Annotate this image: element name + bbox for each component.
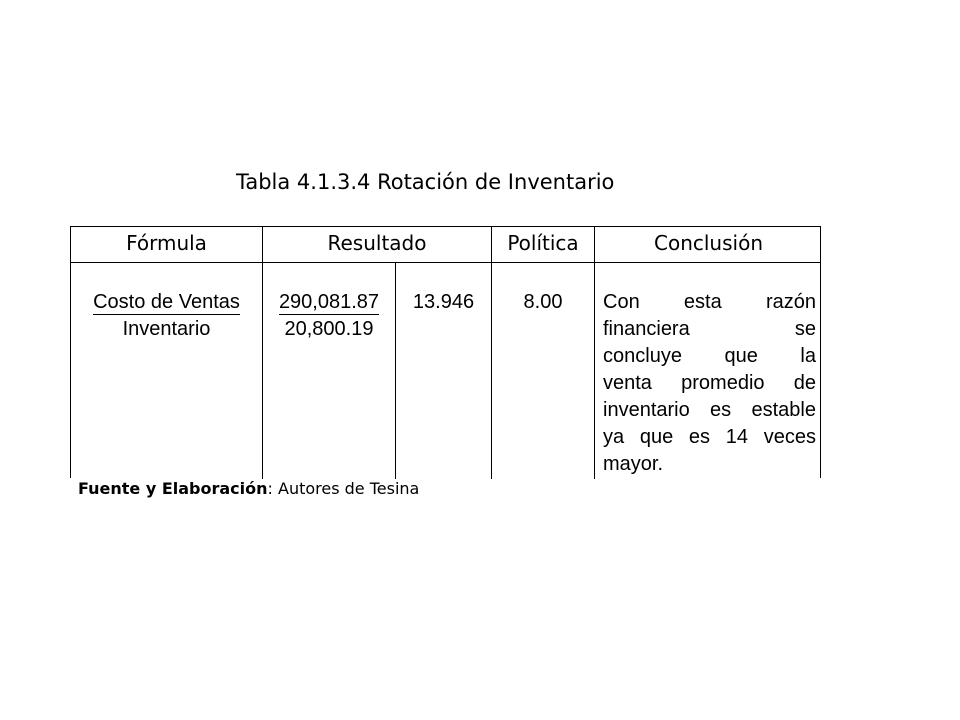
conclusion-line: financiera se xyxy=(603,318,816,340)
conclusion-line: inventario es estable xyxy=(603,399,816,421)
header-politica: Política xyxy=(507,231,579,255)
column-divider-2 xyxy=(491,227,492,479)
header-formula: Fórmula xyxy=(126,231,207,255)
resultado-value: 13.946 xyxy=(412,291,475,313)
resultado-numerator: 290,081.87 xyxy=(278,291,380,313)
source-separator: : xyxy=(267,479,273,498)
formula-cell xyxy=(71,289,262,343)
formula-denominator: Inventario xyxy=(122,318,211,340)
column-divider-1 xyxy=(262,227,263,479)
conclusion-line: Con esta razón xyxy=(603,291,816,313)
inventory-rotation-table xyxy=(70,226,821,478)
conclusion-line: concluye que la xyxy=(603,345,816,367)
conclusion-line: ya que es 14 veces xyxy=(603,426,816,448)
politica-value: 8.00 xyxy=(523,291,563,313)
resultado-denominator: 20,800.19 xyxy=(284,318,374,340)
header-divider xyxy=(71,262,820,263)
header-conclusion: Conclusión xyxy=(654,231,763,255)
source-label: Fuente y Elaboración xyxy=(78,479,268,498)
resultado-fraction-cell xyxy=(263,289,395,343)
header-resultado: Resultado xyxy=(327,231,427,255)
table-title: Tabla 4.1.3.4 Rotación de Inventario xyxy=(236,170,615,194)
conclusion-text xyxy=(603,289,816,478)
source-text: Autores de Tesina xyxy=(272,479,420,498)
source-note xyxy=(78,479,419,498)
formula-numerator: Costo de Ventas xyxy=(93,291,240,313)
conclusion-line: venta promedio de xyxy=(603,372,816,394)
conclusion-line: mayor. xyxy=(603,453,664,475)
column-divider-3 xyxy=(594,227,595,479)
